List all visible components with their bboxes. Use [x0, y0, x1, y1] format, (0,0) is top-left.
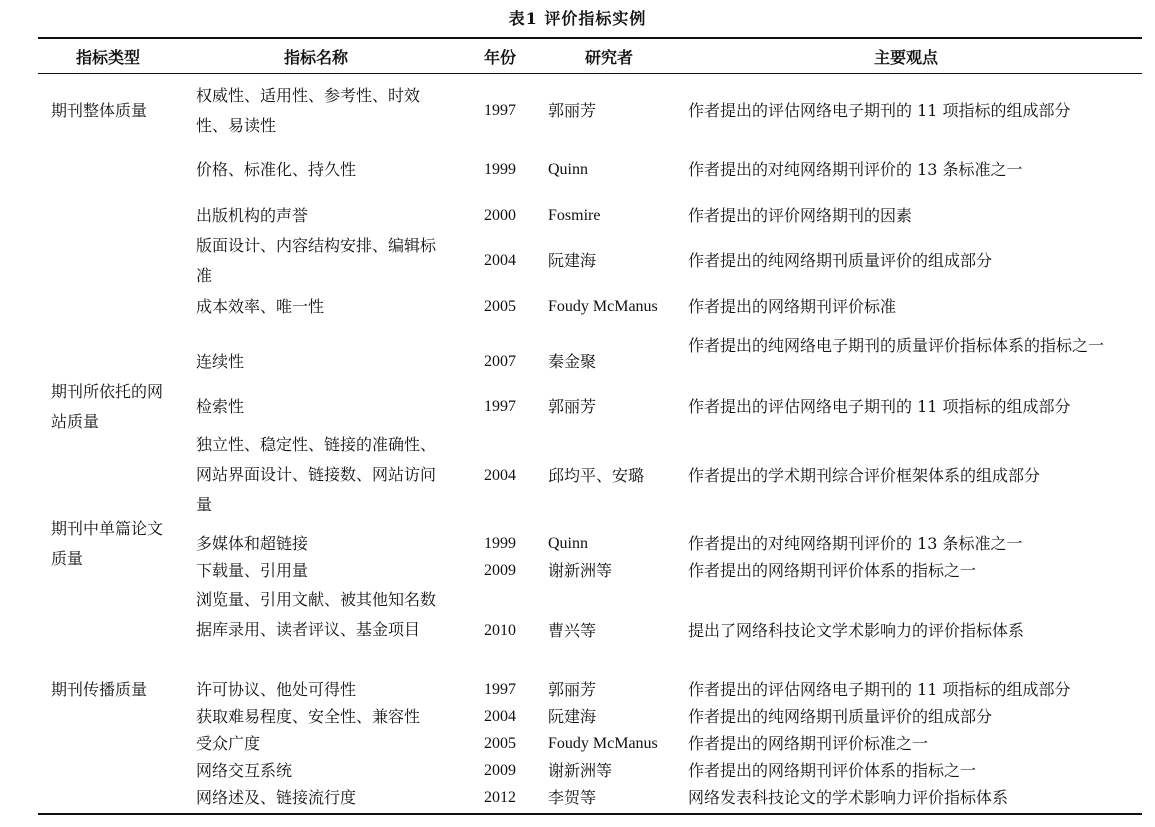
row-year: 2000	[484, 207, 516, 224]
row-year: 2004	[484, 708, 516, 725]
row-viewpoint: 作者提出的评估网络电子期刊的 11 项指标的组成部分	[688, 397, 1071, 416]
row-researcher: 谢新洲等	[548, 561, 613, 580]
row-year: 2004	[484, 252, 516, 269]
category-journal-overall: 期刊整体质量	[51, 101, 148, 120]
row-name: 网络交互系统	[196, 761, 293, 780]
bottom-rule	[38, 813, 1142, 815]
row-year: 2005	[484, 735, 516, 752]
row-name: 许可协议、他处可得性	[196, 680, 357, 699]
row-year: 1997	[484, 398, 516, 415]
row-name: 权威性、适用性、参考性、时效性、易读性	[196, 86, 421, 135]
row-viewpoint: 作者提出的网络期刊评价体系的指标之一	[688, 561, 977, 580]
row-researcher: 邱均平、安璐	[548, 466, 645, 485]
row-viewpoint: 作者提出的网络期刊评价标准之一	[688, 734, 929, 753]
row-name: 检索性	[196, 397, 245, 416]
row-researcher: 郭丽芳	[548, 397, 597, 416]
row-name: 下载量、引用量	[196, 561, 309, 580]
row-viewpoint: 作者提出的对纯网络期刊评价的 13 条标准之一	[688, 160, 1023, 179]
row-viewpoint: 作者提出的网络期刊评价标准	[688, 297, 897, 316]
row-name: 价格、标准化、持久性	[196, 160, 357, 179]
row-year: 1997	[484, 681, 516, 698]
row-researcher: Fosmire	[548, 207, 601, 224]
row-name: 浏览量、引用文献、被其他知名数据库录用、读者评议、基金项目	[196, 590, 437, 639]
row-viewpoint: 作者提出的学术期刊综合评价框架体系的组成部分	[688, 466, 1041, 485]
row-viewpoint: 作者提出的评估网络电子期刊的 11 项指标的组成部分	[688, 680, 1071, 699]
row-researcher: Foudy McManus	[548, 735, 658, 752]
row-researcher: 郭丽芳	[548, 101, 597, 120]
row-viewpoint: 作者提出的纯网络期刊质量评价的组成部分	[688, 251, 993, 270]
row-researcher: Quinn	[548, 535, 588, 552]
row-name: 受众广度	[196, 734, 261, 753]
header-researcher: 研究者	[585, 48, 634, 67]
row-year: 1999	[484, 161, 516, 178]
header-viewpoint: 主要观点	[874, 48, 939, 67]
header-rule	[38, 73, 1142, 74]
row-name: 独立性、稳定性、链接的准确性、网站界面设计、链接数、网站访问量	[196, 435, 437, 514]
row-name: 连续性	[196, 352, 245, 371]
row-viewpoint: 作者提出的评估网络电子期刊的 11 项指标的组成部分	[688, 101, 1071, 120]
row-viewpoint: 网络发表科技论文的学术影响力评价指标体系	[688, 788, 1009, 807]
row-viewpoint: 作者提出的对纯网络期刊评价的 13 条标准之一	[688, 534, 1023, 553]
row-researcher: 郭丽芳	[548, 680, 597, 699]
row-year: 2004	[484, 467, 516, 484]
row-viewpoint: 作者提出的纯网络电子期刊的质量评价指标体系的指标之一	[688, 336, 1105, 355]
header-name: 指标名称	[284, 48, 349, 67]
header-type: 指标类型	[76, 48, 141, 67]
category-article-quality: 期刊中单篇论文质量	[51, 519, 164, 568]
category-dissemination: 期刊传播质量	[51, 680, 148, 699]
row-researcher: 阮建海	[548, 251, 597, 270]
row-name: 版面设计、内容结构安排、编辑标准	[196, 236, 437, 285]
table-caption: 表1 评价指标实例	[508, 9, 647, 28]
row-researcher: 谢新洲等	[548, 761, 613, 780]
row-year: 1999	[484, 535, 516, 552]
category-website-quality: 期刊所依托的网站质量	[51, 382, 164, 431]
row-name: 成本效率、唯一性	[196, 297, 325, 316]
row-year: 2007	[484, 353, 516, 370]
row-year: 2009	[484, 562, 516, 579]
row-viewpoint: 作者提出的纯网络期刊质量评价的组成部分	[688, 707, 993, 726]
row-researcher: 曹兴等	[548, 621, 597, 640]
header-year: 年份	[484, 48, 517, 67]
row-researcher: 阮建海	[548, 707, 597, 726]
row-researcher: 秦金聚	[548, 352, 597, 371]
row-name: 出版机构的声誉	[196, 206, 309, 225]
row-name: 多媒体和超链接	[196, 534, 309, 553]
row-name: 网络述及、链接流行度	[196, 788, 357, 807]
row-researcher: Foudy McManus	[548, 298, 658, 315]
top-rule	[38, 37, 1142, 39]
row-year: 2010	[484, 622, 516, 639]
row-viewpoint: 提出了网络科技论文学术影响力的评价指标体系	[688, 621, 1025, 640]
row-year: 1997	[484, 102, 516, 119]
row-researcher: 李贺等	[548, 788, 597, 807]
row-researcher: Quinn	[548, 161, 588, 178]
row-viewpoint: 作者提出的评价网络期刊的因素	[688, 206, 913, 225]
row-year: 2009	[484, 762, 516, 779]
row-viewpoint: 作者提出的网络期刊评价体系的指标之一	[688, 761, 977, 780]
row-name: 获取难易程度、安全性、兼容性	[196, 707, 421, 726]
row-year: 2012	[484, 789, 516, 806]
row-year: 2005	[484, 298, 516, 315]
